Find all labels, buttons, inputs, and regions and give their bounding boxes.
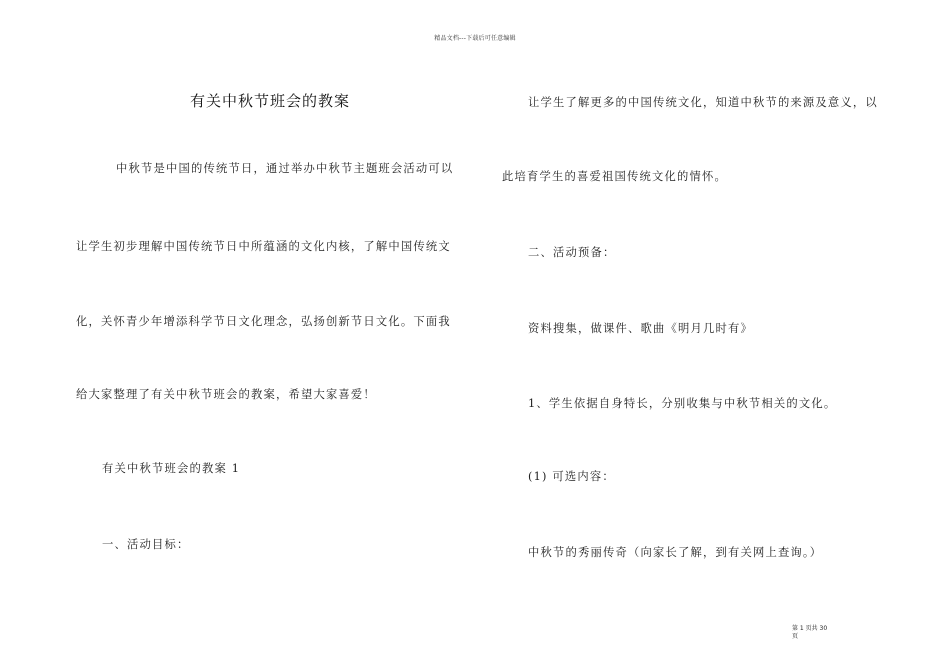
lesson-heading: 有关中秋节班会的教案 1 [102,462,241,475]
section-heading-preparation: 二、活动预备： [528,246,616,259]
preparation-materials: 资料搜集，做课件、歌曲《明月几时有》 [528,322,753,335]
preparation-step-1: 1、学生依据自身特长，分别收集与中秋节相关的文化。 [528,397,837,410]
left-paragraph-line-4: 给大家整理了有关中秋节班会的教案，希望大家喜爱！ [76,388,376,401]
page-number-label: 第 1 页共 30 [792,625,828,632]
left-paragraph-line-2: 让学生初步理解中国传统节日中所蕴涵的文化内核，了解中国传统文 [76,240,451,253]
optional-content-heading: (1) 可选内容： [528,470,615,483]
section-heading-goals: 一、活动目标： [102,538,190,551]
right-paragraph-line-1: 让学生了解更多的中国传统文化，知道中秋节的来源及意义，以 [528,96,878,109]
right-paragraph-line-2: 此培育学生的喜爱祖国传统文化的情怀。 [502,170,727,183]
left-paragraph-line-3: 化，关怀青少年增添科学节日文化理念，弘扬创新节日文化。下面我 [76,315,451,328]
header-note: 精品文档---下载后可任意编辑 [434,35,516,42]
optional-content-item: 中秋节的秀丽传奇（向家长了解，到有关网上查询。） [528,546,823,559]
left-paragraph-line-1: 中秋节是中国的传统节日，通过举办中秋节主题班会活动可以 [116,162,454,175]
page-number-label-cont: 页 [792,633,799,640]
page-number [792,625,834,641]
document-title: 有关中秋节班会的教案 [189,92,350,110]
